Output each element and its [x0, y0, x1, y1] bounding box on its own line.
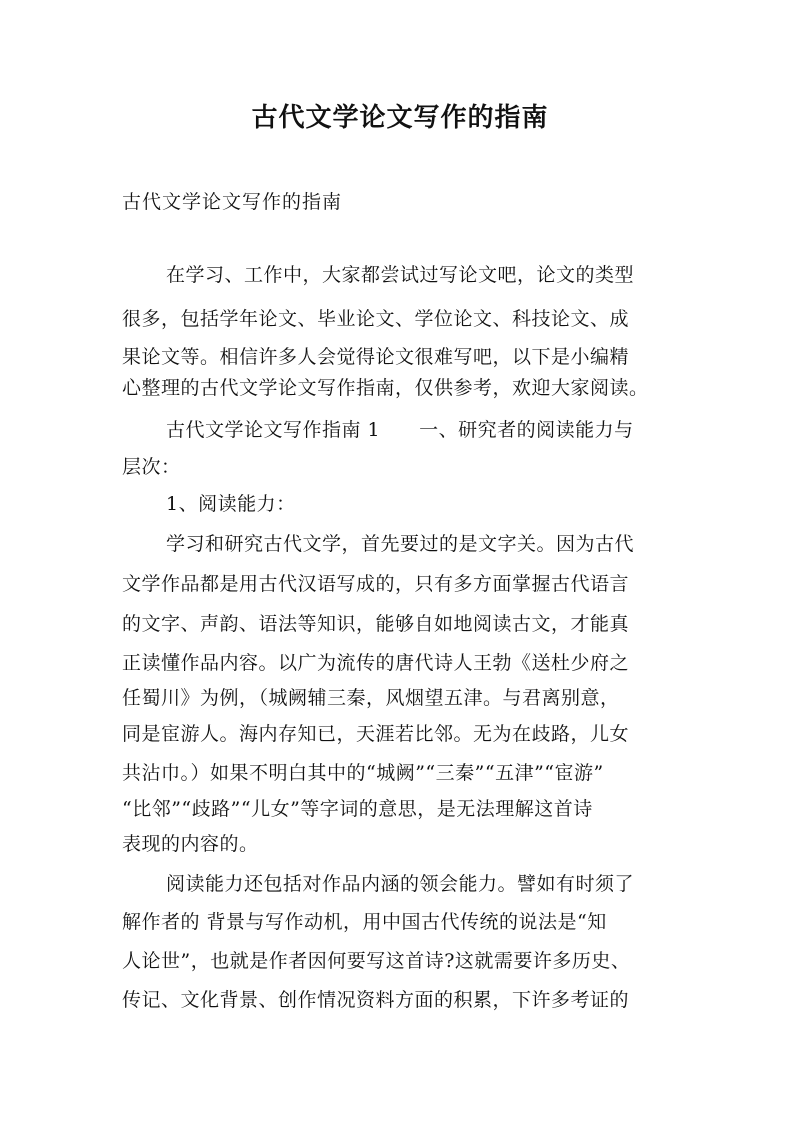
paragraph-line: 人论世”，也就是作者因何要写这首诗?这就需要许多历史、: [122, 950, 631, 972]
paragraph-line: 古代文学论文写作指南 1 一、研究者的阅读能力与: [166, 419, 634, 441]
paragraph-line: 传记、文化背景、创作情况资料方面的积累，下许多考证的: [122, 989, 630, 1011]
paragraph-line: 解作者的 背景与写作动机，用中国古代传统的说法是“知: [122, 911, 607, 933]
document-title: 古代文学论文写作的指南: [251, 103, 549, 133]
paragraph-line: 在学习、工作中，大家都尝试过写论文吧，论文的类型: [166, 264, 635, 286]
paragraph-line: 阅读能力还包括对作品内涵的领会能力。譬如有时须了: [166, 873, 635, 895]
paragraph-line: 文学作品都是用古代汉语写成的，只有多方面掌握古代语言: [122, 573, 630, 595]
paragraph-line: 正读懂作品内容。以广为流传的唐代诗人王勃《送杜少府之: [122, 652, 630, 674]
paragraph-line: 1、阅读能力：: [166, 493, 296, 515]
paragraph-line: 层次：: [122, 456, 181, 478]
document-subtitle: 古代文学论文写作的指南: [122, 191, 343, 213]
paragraph-line: 果论文等。相信许多人会觉得论文很难写吧，以下是小编精: [122, 346, 630, 368]
paragraph-line: 同是宦游人。海内存知已，天涯若比邻。无为在歧路，儿女: [122, 723, 630, 745]
paragraph-line: 共沾巾。）如果不明白其中的“城阙”“三秦”“五津”“宦游”: [122, 762, 604, 784]
paragraph-line: 表现的内容的。: [122, 833, 259, 855]
paragraph-line: 任蜀川》为例，（城阙辅三秦，风烟望五津。与君离别意，: [122, 687, 620, 709]
paragraph-line: 很多，包括学年论文、毕业论文、学位论文、科技论文、成: [122, 308, 630, 330]
paragraph-line: 心整理的古代文学论文写作指南，仅供参考，欢迎大家阅读。: [122, 377, 649, 399]
paragraph-line: 学习和研究古代文学，首先要过的是文字关。因为古代: [166, 533, 635, 555]
paragraph-line: “比邻”“歧路”“儿女”等字词的意思，是无法理解这首诗: [122, 798, 593, 820]
paragraph-line: 的文字、声韵、语法等知识，能够自如地阅读古文，才能真: [122, 613, 630, 635]
